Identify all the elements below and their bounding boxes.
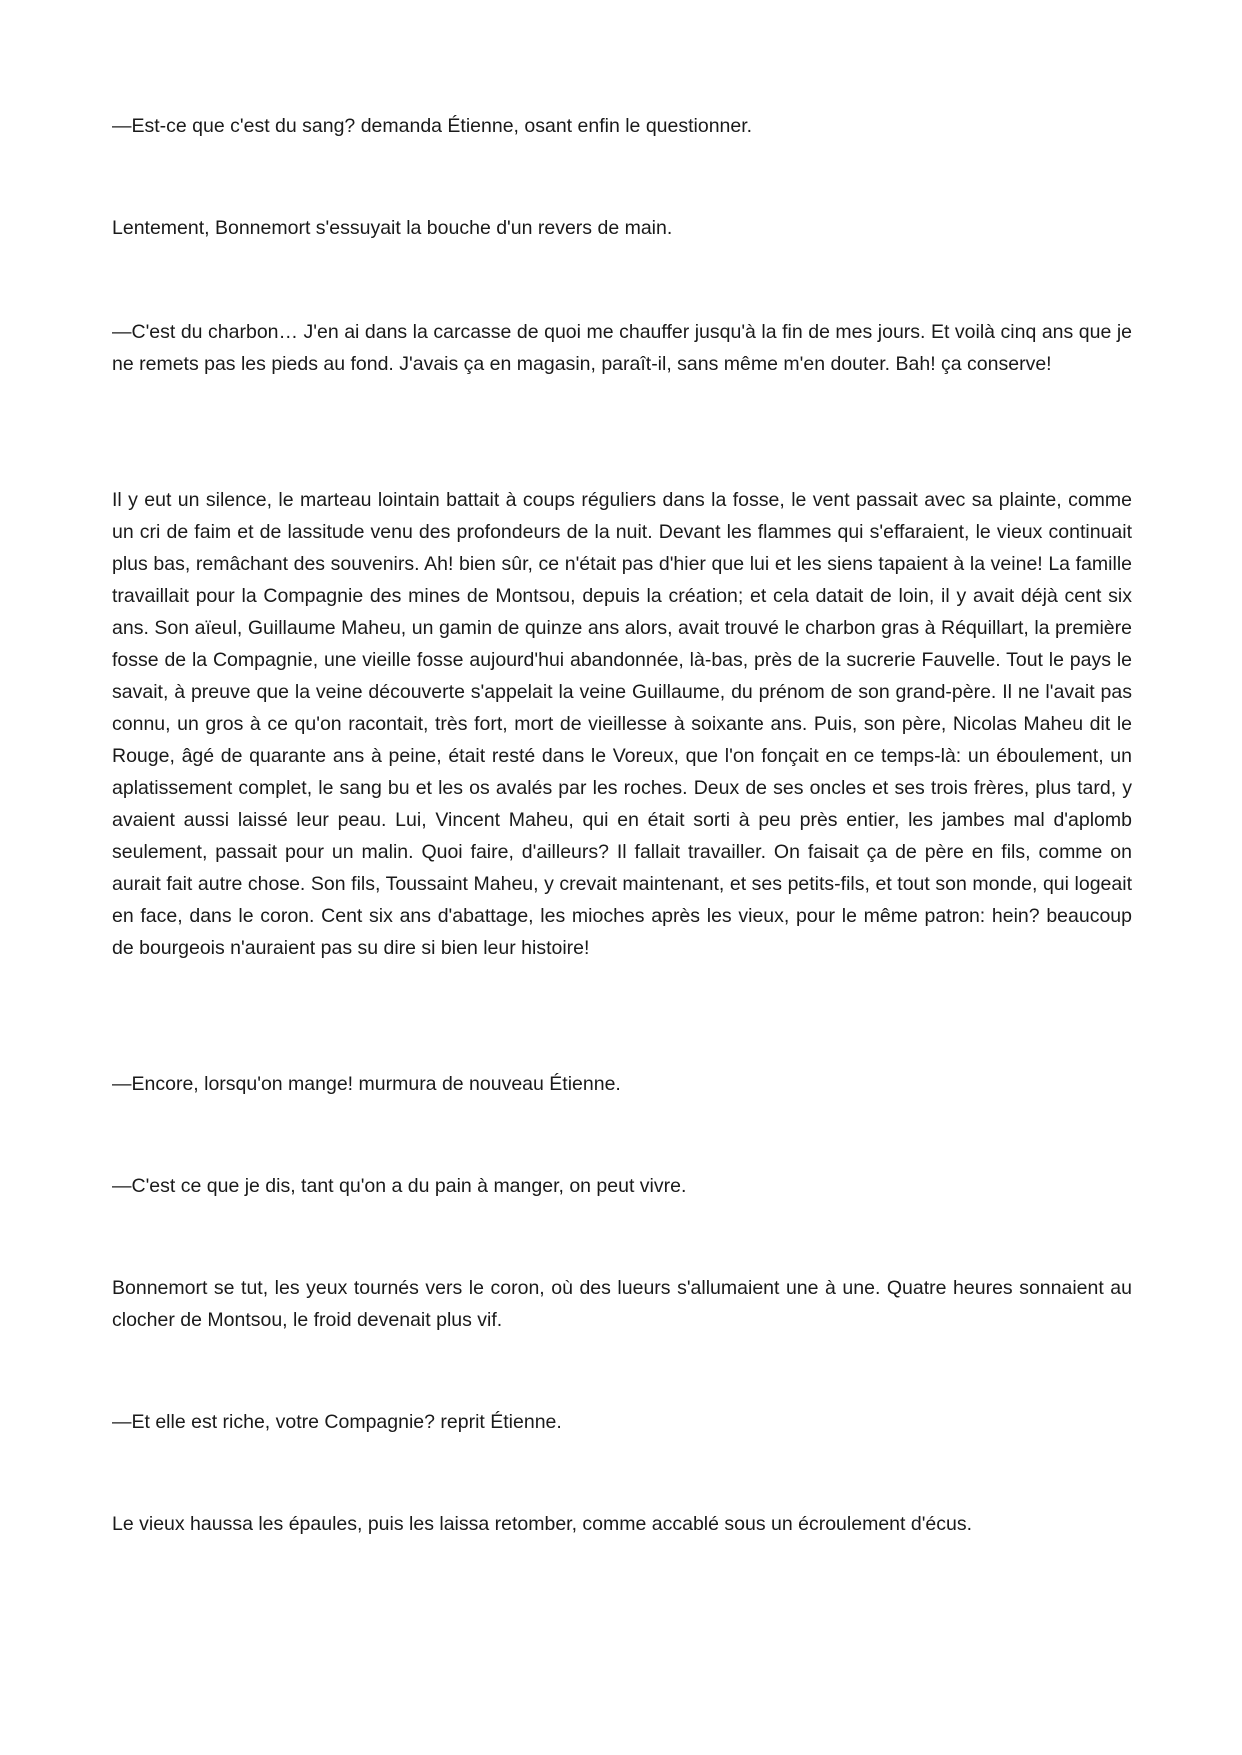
paragraph-2: Lentement, Bonnemort s'essuyait la bouche d'un revers de main.	[112, 217, 673, 239]
paragraph-1: —Est-ce que c'est du sang? demanda Étienne, osant enfin le questionner.	[112, 115, 753, 137]
paragraph-3: —C'est du charbon… J'en ai dans la carcasse de quoi me chauffer jusqu'à la fin de mes jours. Et voilà cinq ans que je ne remets pas les pieds au fond. J'avais ça en magasin, paraît-il, sans même m'en douter. Bah! ça conserve!	[112, 321, 1132, 375]
paragraph-5: —Encore, lorsqu'on mange! murmura de nouveau Étienne.	[112, 1073, 621, 1095]
paragraph-7: Bonnemort se tut, les yeux tournés vers le coron, où des lueurs s'allumaient une à une. Quatre heures sonnaient au clocher de Montsou, le froid devenait plus vif.	[112, 1277, 1132, 1331]
paragraph-6: —C'est ce que je dis, tant qu'on a du pain à manger, on peut vivre.	[112, 1175, 687, 1197]
paragraph-4: Il y eut un silence, le marteau lointain battait à coups réguliers dans la fosse, le vent passait avec sa plainte, comme un cri de faim et de lassitude venu des profondeurs de la nuit. Devant les flammes qui s'effaraient, le vieux continuait plus bas, remâchant des souvenirs. Ah! bien sûr, ce n'était pas d'hier que lui et les siens tapaient à la veine! La famille travaillait pour la Compagnie des mines de Montsou, depuis la création; et cela datait de loin, il y avait déjà cent six ans. Son aïeul, Guillaume Maheu, un gamin de quinze ans alors, avait trouvé le charbon gras à Réquillart, la première fosse de la Compagnie, une vieille fosse aujourd'hui abandonnée, là-bas, près de la sucrerie Fauvelle. Tout le pays le savait, à preuve que la veine découverte s'appelait la veine Guillaume, du prénom de son grand-père. Il ne l'avait pas connu, un gros à ce qu'on racontait, très fort, mort de vieillesse à soixante ans. Puis, son père, Nicolas Maheu dit le Rouge, âgé de quarante ans à peine, était resté dans le Voreux, que l'on fonçait en ce temps-là: un éboulement, un aplatissement complet, le sang bu et les os avalés par les roches. Deux de ses oncles et ses trois frères, plus tard, y avaient aussi laissé leur peau. Lui, Vincent Maheu, qui en était sorti à peu près entier, les jambes mal d'aplomb seulement, passait pour un malin. Quoi faire, d'ailleurs? Il fallait travailler. On faisait ça de père en fils, comme on aurait fait autre chose. Son fils, Toussaint Maheu, y crevait maintenant, et ses petits-fils, et tout son monde, qui logeait en face, dans le coron. Cent six ans d'abattage, les mioches après les vieux, pour le même patron: hein? beaucoup de bourgeois n'auraient pas su dire si bien leur histoire!	[112, 489, 1132, 959]
paragraph-9: Le vieux haussa les épaules, puis les laissa retomber, comme accablé sous un écroulement d'écus.	[112, 1513, 973, 1535]
paragraph-8: —Et elle est riche, votre Compagnie? reprit Étienne.	[112, 1411, 562, 1433]
